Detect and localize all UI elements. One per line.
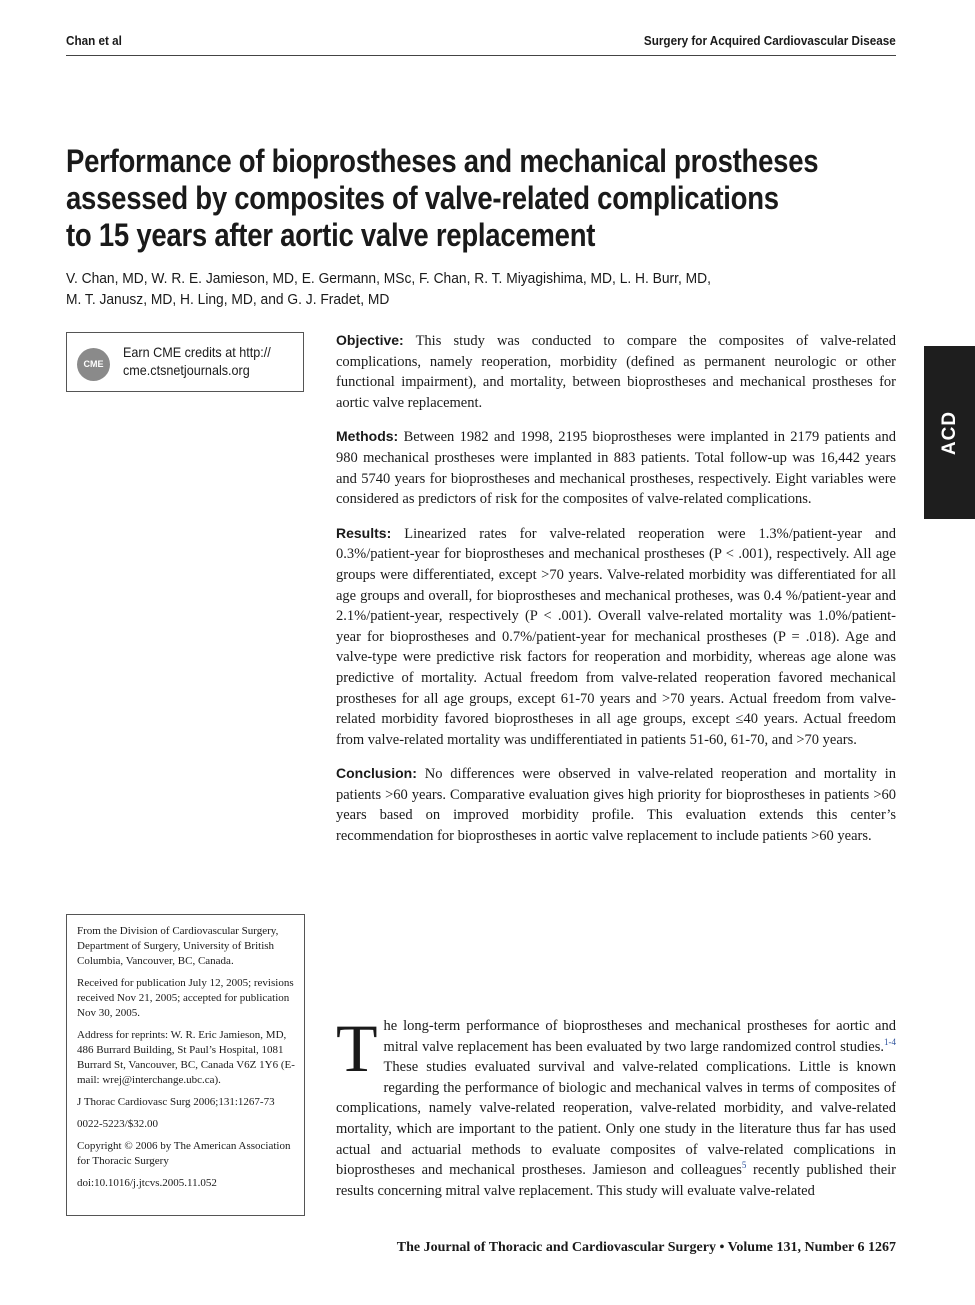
body-text bbox=[336, 1010, 896, 1201]
objective-text: This study was conducted to compare the composites of valve-related complications, namely reoperation, morbidity (defined as permanent neurologic or other functional impairment), and mortality, between bioprostheses and mechanical prostheses for aortic valve replacement. bbox=[336, 333, 896, 411]
conclusion-text: No differences were observed in valve-related reoperation and mortality in patients >60 years. Comparative evaluation gives high priority for bioprostheses in patients >60 years based on improved morbidity profile. This evaluation extends this center’s recommendation for bioprostheses in aortic valve replacement to include patients >60 years. bbox=[336, 766, 897, 845]
abstract-results bbox=[336, 523, 896, 751]
conclusion-label: Conclusion: bbox=[336, 765, 417, 782]
issn: 0022-5223/$32.00 bbox=[77, 1118, 158, 1130]
citation-ref[interactable]: 1-4 bbox=[884, 1036, 896, 1047]
running-head bbox=[66, 33, 896, 53]
results-label: Results: bbox=[336, 524, 392, 541]
header-rule bbox=[66, 55, 896, 56]
cme-text[interactable] bbox=[123, 343, 303, 379]
abstract bbox=[336, 330, 896, 860]
cme-link[interactable]: cme.ctsnetjournals.org bbox=[123, 362, 250, 378]
page-footer: The Journal of Thoracic and Cardiovascular Surgery • Volume 131, Number 6 1267 bbox=[396, 1240, 896, 1255]
abstract-conclusion bbox=[336, 763, 896, 846]
copyright: Copyright © 2006 by The American Association for Thoracic Surgery bbox=[77, 1140, 291, 1167]
running-head-authors: Chan et al bbox=[66, 33, 122, 48]
methods-label: Methods: bbox=[336, 428, 399, 445]
methods-text: Between 1982 and 1998, 2195 bioprostheses were implanted in 2179 patients and 980 mechanical prostheses were implanted in 883 patients. Total follow-up was 16,442 years and 5740 years for bioprostheses and mechanical prostheses, respectively. Eight variables were considered as predictors of risk for the composites of valve-related complications. bbox=[336, 429, 896, 508]
author-list bbox=[66, 268, 876, 310]
author-line: V. Chan, MD, W. R. E. Jamieson, MD, E. Germann, MSc, F. Chan, R. T. Miyagishima, MD, L. H. Burr, MD, bbox=[66, 270, 711, 287]
objective-label: Objective: bbox=[336, 332, 404, 348]
body-part: recently published their results concerning mitral valve replacement. This study will evaluate valve-related bbox=[336, 1162, 896, 1199]
abstract-methods bbox=[336, 426, 896, 509]
cme-badge-icon: CME bbox=[77, 348, 110, 381]
drop-cap: T bbox=[336, 1010, 378, 1086]
author-line: M. T. Janusz, MD, H. Ling, MD, and G. J. Fradet, MD bbox=[66, 291, 390, 308]
running-head-section: Surgery for Acquired Cardiovascular Disease bbox=[643, 33, 896, 48]
body-part: These studies evaluated survival and valve-related complications. Little is known regarding the performance of biologic and mechanical valves in terms of composites of complications, namely valve-related reoperation, valve-related morbidity, and valve-related mortality, which are important to the patient. Only one study in the literature thus far has used actual and actuarial methods to evaluate composites of valve-related complications in bioprostheses and mechanical prostheses. Jamieson and colleagues bbox=[336, 1059, 896, 1179]
section-side-tab bbox=[924, 346, 975, 519]
cme-box bbox=[66, 332, 304, 392]
title-line: assessed by composites of valve-related complications bbox=[66, 180, 779, 216]
results-text: Linearized rates for valve-related reoperation were 1.3%/patient-year and 0.3%/patient-year for bioprostheses and mechanical prostheses (P < .001), respectively. All age groups were differentiated, except >70 years. Valve-related morbidity was differentiated for all age groups and overall, for bioprostheses and mechanical protheses, was 0.4 %/patient-year and 2.1%/patient-year, respectively (P < .001). Overall valve-related mortality was 1.0%/patient-year for bioprostheses and 0.7%/patient-year for mechanical prostheses (P = .018). Age and valve-type were predictive risk factors for reoperation and morbidity, whereas age alone was predictive of mortality. Actual freedom from valve-related reoperation favored mechanical prostheses for all age groups, except 61-70 years and >70 years. Actual freedom from valve-related morbidity favored bioprostheses in all age groups, except ≤40 years. Actual freedom from valve-related mortality was undifferentiated in patients 51-60, 61-70, and >70 years. bbox=[336, 525, 896, 748]
abstract-objective bbox=[336, 330, 896, 413]
affiliation: From the Division of Cardiovascular Surgery, Department of Surgery, University of British Columbia, Vancouver, BC, Canada. bbox=[77, 925, 279, 967]
cme-line: Earn CME credits at http:// bbox=[123, 344, 271, 360]
citation-ref[interactable]: 5 bbox=[741, 1160, 747, 1171]
reprint-address: Address for reprints: W. R. Eric Jamieson, MD, 486 Burrard Building, St Paul’s Hospital, 1081 Burrard St, Vancouver, BC, Canada V6Z 1Y6 (E-mail: wrej@interchange.ubc.ca). bbox=[77, 1029, 295, 1086]
received-dates: Received for publication July 12, 2005; revisions received Nov 21, 2005; accepted for publication Nov 30, 2005. bbox=[77, 977, 294, 1019]
title-line: to 15 years after aortic valve replacement bbox=[66, 217, 596, 253]
body-part: he long-term performance of bioprostheses and mechanical prostheses for aortic and mitral valve replacement has been evaluated by two large randomized control studies. bbox=[383, 1018, 896, 1055]
article-info-box bbox=[66, 914, 305, 1216]
title-line: Performance of bioprostheses and mechanical prostheses bbox=[66, 143, 819, 179]
doi: doi:10.1016/j.jtcvs.2005.11.052 bbox=[77, 1177, 217, 1189]
article-title bbox=[66, 143, 840, 254]
side-tab-label: ACD bbox=[938, 410, 960, 455]
journal-citation: J Thorac Cardiovasc Surg 2006;131:1267-73 bbox=[77, 1096, 275, 1108]
